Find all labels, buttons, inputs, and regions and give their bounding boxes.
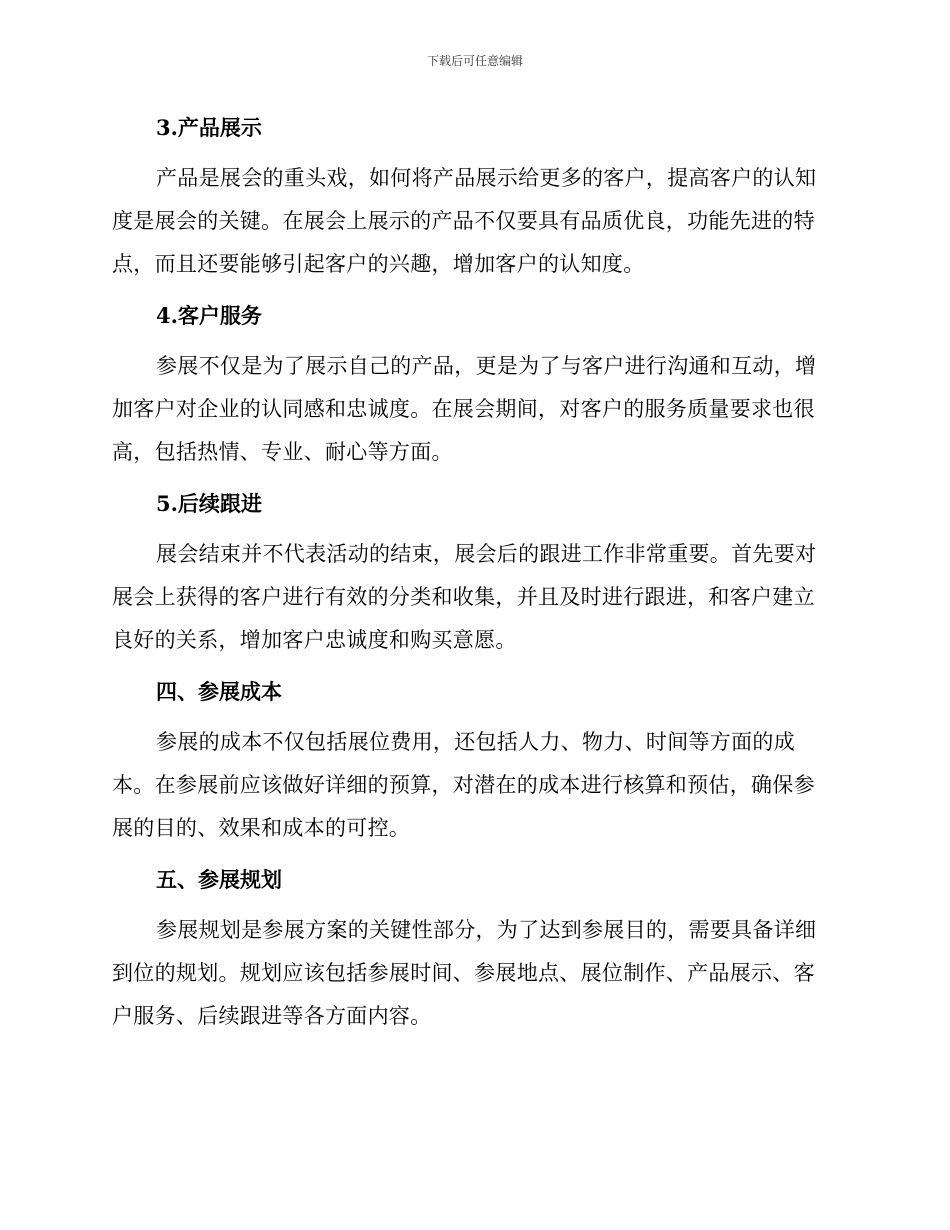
section-paragraph: 参展不仅是为了展示自己的产品，更是为了与客户进行沟通和互动，增加客户对企业的认同感和忠诚度。在展会期间，对客户的服务质量要求也很高，包括热情、专业、耐心等方面。 [112,354,817,464]
page-header: 下载后可任意编辑 [426,54,523,68]
section-paragraph: 展会结束并不代表活动的结束，展会后的跟进工作非常重要。首先要对展会上获得的客户进行有效的分类和收集，并且及时进行跟进，和客户建立良好的关系，增加客户忠诚度和购买意愿。 [112,542,817,652]
section-exhibition-cost [112,672,832,850]
section-product-display [112,108,832,286]
section-paragraph: 参展的成本不仅包括展位费用，还包括人力、物力、时间等方面的成本。在参展前应该做好详细的预算，对潜在的成本进行核算和预估，确保参展的目的、效果和成本的可控。 [112,730,815,840]
section-heading: 四、参展成本 [156,679,282,704]
section-exhibition-planning [112,860,832,1038]
section-paragraph: 参展规划是参展方案的关键性部分，为了达到参展目的，需要具备详细到位的规划。规划应该包括参展时间、参展地点、展位制作、产品展示、客户服务、后续跟进等各方面内容。 [112,918,817,1028]
section-heading: 5.后续跟进 [156,491,262,516]
section-paragraph: 产品是展会的重头戏，如何将产品展示给更多的客户，提高客户的认知度是展会的关键。在展会上展示的产品不仅要具有品质优良，功能先进的特点，而且还要能够引起客户的兴趣，增加客户的认知度。 [112,166,817,276]
section-heading: 4.客户服务 [156,303,262,328]
section-heading: 3.产品展示 [156,115,262,140]
section-follow-up [112,484,832,662]
section-customer-service [112,296,832,474]
section-heading: 五、参展规划 [156,867,282,892]
document-body [112,108,832,1048]
